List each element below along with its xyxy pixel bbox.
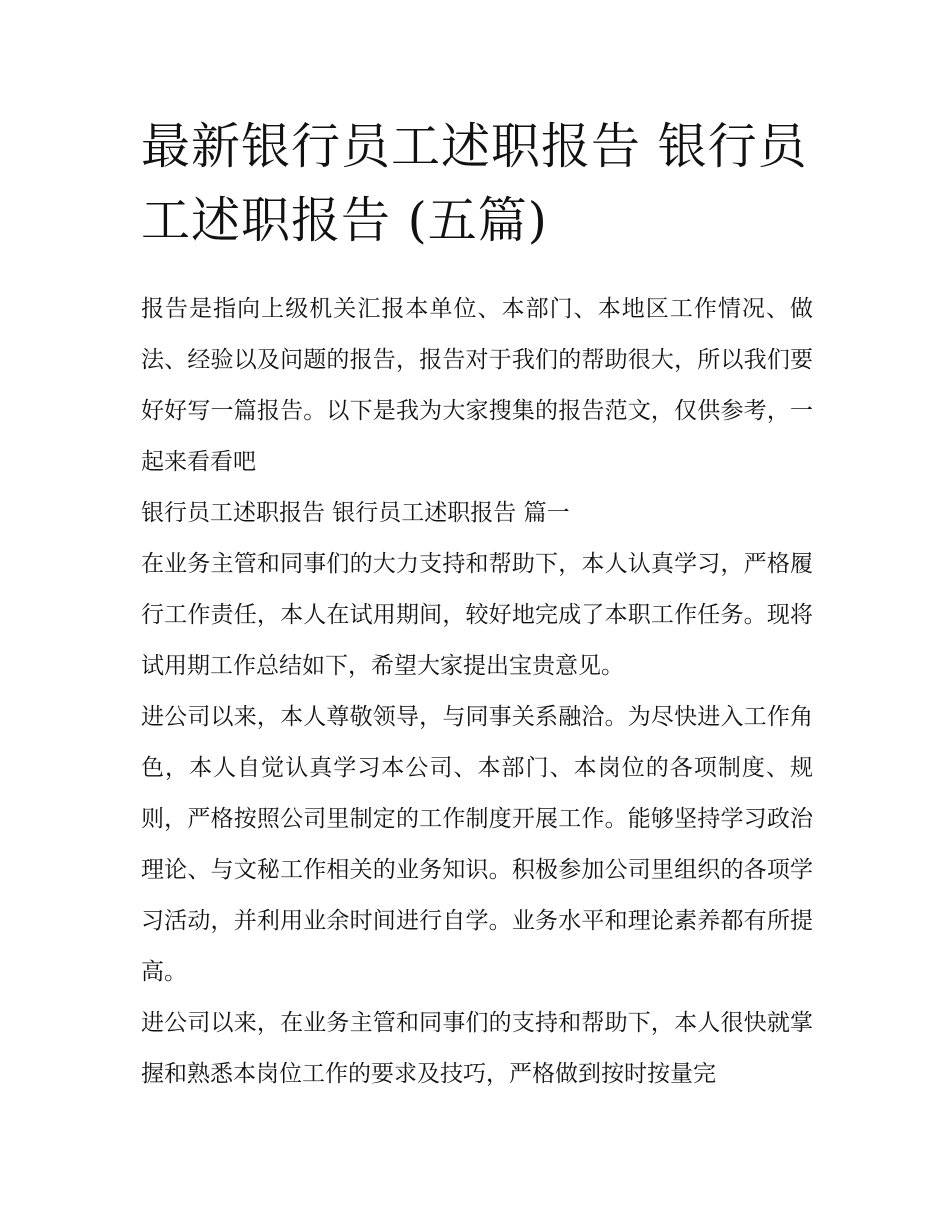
document-title: 最新银行员工述职报告 银行员工述职报告 (五篇) xyxy=(141,118,808,249)
body-paragraph-2: 进公司以来，本人尊敬领导，与同事关系融洽。为尽快进入工作角色，本人自觉认真学习本公司、本部门、本岗位的各项制度、规则，严格按照公司里制定的工作制度开展工作。能够坚持学习政治理论、与文秘工作相关的业务知识。积极参加公司里组织的各项学习活动，并利用业余时间进行自学。业务水平和理论素养都有所提高。 xyxy=(141,704,813,985)
document-content xyxy=(141,110,813,1100)
section-heading: 银行员工述职报告 银行员工述职报告 篇一 xyxy=(141,500,570,526)
intro-paragraph: 报告是指向上级机关汇报本单位、本部门、本地区工作情况、做法、经验以及问题的报告，报告对于我们的帮助很大，所以我们要好好写一篇报告。以下是我为大家搜集的报告范文，仅供参考，一起来看看吧 xyxy=(141,296,813,475)
document-body xyxy=(141,284,813,1100)
body-paragraph-3: 进公司以来，在业务主管和同事们的支持和帮助下，本人很快就掌握和熟悉本岗位工作的要求及技巧，严格做到按时按量完 xyxy=(141,1010,813,1087)
body-paragraph-1: 在业务主管和同事们的大力支持和帮助下，本人认真学习，严格履行工作责任，本人在试用期间，较好地完成了本职工作任务。现将试用期工作总结如下，希望大家提出宝贵意见。 xyxy=(141,551,813,679)
